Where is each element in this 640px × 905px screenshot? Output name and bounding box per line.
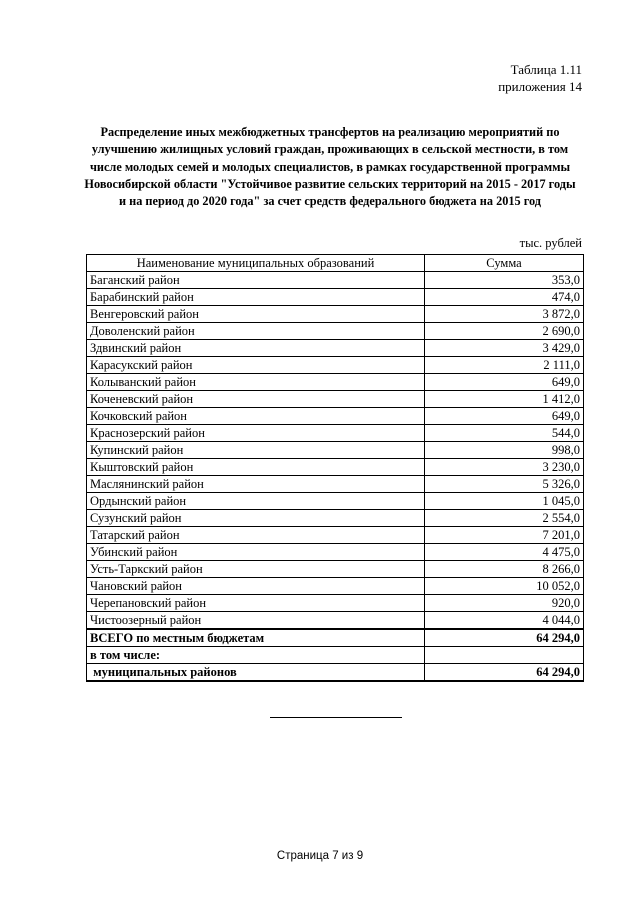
table-row	[87, 323, 584, 340]
district-name: Ордынский район	[87, 493, 425, 510]
district-name: Коченевский район	[87, 391, 425, 408]
district-name: Чистоозерный район	[87, 612, 425, 630]
district-sum: 8 266,0	[425, 561, 584, 578]
table-row	[87, 357, 584, 374]
district-name: Чановский район	[87, 578, 425, 595]
table-row	[87, 272, 584, 289]
district-name: Купинский район	[87, 442, 425, 459]
district-name: Сузунский район	[87, 510, 425, 527]
district-name: Кыштовский район	[87, 459, 425, 476]
table-row	[87, 391, 584, 408]
subtotal-label: муниципальных районов	[87, 664, 425, 682]
table-row	[87, 578, 584, 595]
subtotal-value: 64 294,0	[425, 664, 584, 682]
table-number: Таблица 1.11	[510, 62, 582, 77]
page-number: Страница 7 из 9	[276, 850, 364, 862]
district-name: Маслянинский район	[87, 476, 425, 493]
district-sum: 3 429,0	[425, 340, 584, 357]
table-row	[87, 595, 584, 612]
table-row	[87, 510, 584, 527]
including-row	[87, 647, 584, 664]
district-sum: 2 554,0	[425, 510, 584, 527]
total-label: ВСЕГО по местным бюджетам	[87, 629, 425, 647]
table-row	[87, 442, 584, 459]
district-sum: 998,0	[425, 442, 584, 459]
table-row	[87, 374, 584, 391]
table-row	[87, 408, 584, 425]
table-row	[87, 544, 584, 561]
table-row	[87, 289, 584, 306]
table-body	[87, 272, 584, 630]
table-reference	[498, 61, 582, 95]
subtotal-row	[87, 664, 584, 682]
district-sum: 7 201,0	[425, 527, 584, 544]
district-sum: 4 044,0	[425, 612, 584, 630]
total-row	[87, 629, 584, 647]
district-sum: 10 052,0	[425, 578, 584, 595]
district-sum: 649,0	[425, 408, 584, 425]
table-row	[87, 306, 584, 323]
district-sum: 3 230,0	[425, 459, 584, 476]
including-label: в том числе:	[87, 647, 425, 664]
table-row	[87, 561, 584, 578]
district-name: Усть-Таркский район	[87, 561, 425, 578]
distribution-table	[86, 254, 584, 682]
district-name: Барабинский район	[87, 289, 425, 306]
district-sum: 1 045,0	[425, 493, 584, 510]
district-name: Доволенский район	[87, 323, 425, 340]
document-title: Распределение иных межбюджетных трансфертов на реализацию мероприятий по улучшению жилищных условий граждан, проживающих в сельской местности, в том числе молодых семей и молодых специалистов, в рамках государственной программы Новосибирской области "Устойчивое развитие сельских территорий на 2015 - 2017 годы и на период до 2020 года" за счет средств федерального бюджета на 2015 год	[84, 125, 576, 209]
table-row	[87, 612, 584, 630]
district-sum: 2 111,0	[425, 357, 584, 374]
district-sum: 5 326,0	[425, 476, 584, 493]
district-name: Татарский район	[87, 527, 425, 544]
district-sum: 4 475,0	[425, 544, 584, 561]
table-row	[87, 476, 584, 493]
district-sum: 1 412,0	[425, 391, 584, 408]
table-header-row	[87, 255, 584, 272]
district-name: Краснозерский район	[87, 425, 425, 442]
district-name: Колыванский район	[87, 374, 425, 391]
district-sum: 649,0	[425, 374, 584, 391]
table-row	[87, 493, 584, 510]
including-value	[425, 647, 584, 664]
district-name: Карасукский район	[87, 357, 425, 374]
district-sum: 474,0	[425, 289, 584, 306]
district-name: Убинский район	[87, 544, 425, 561]
district-name: Баганский район	[87, 272, 425, 289]
district-name: Венгеровский район	[87, 306, 425, 323]
appendix-number: приложения 14	[498, 79, 582, 94]
total-value: 64 294,0	[425, 629, 584, 647]
table-row	[87, 527, 584, 544]
district-name: Здвинский район	[87, 340, 425, 357]
district-name: Кочковский район	[87, 408, 425, 425]
district-sum: 353,0	[425, 272, 584, 289]
district-name: Черепановский район	[87, 595, 425, 612]
district-sum: 920,0	[425, 595, 584, 612]
column-header-sum: Сумма	[425, 255, 584, 272]
table-row	[87, 459, 584, 476]
district-sum: 3 872,0	[425, 306, 584, 323]
district-sum: 544,0	[425, 425, 584, 442]
separator-line	[270, 717, 402, 718]
district-sum: 2 690,0	[425, 323, 584, 340]
table-row	[87, 340, 584, 357]
units-label: тыс. рублей	[519, 236, 582, 250]
column-header-name: Наименование муниципальных образований	[87, 255, 425, 272]
table-row	[87, 425, 584, 442]
